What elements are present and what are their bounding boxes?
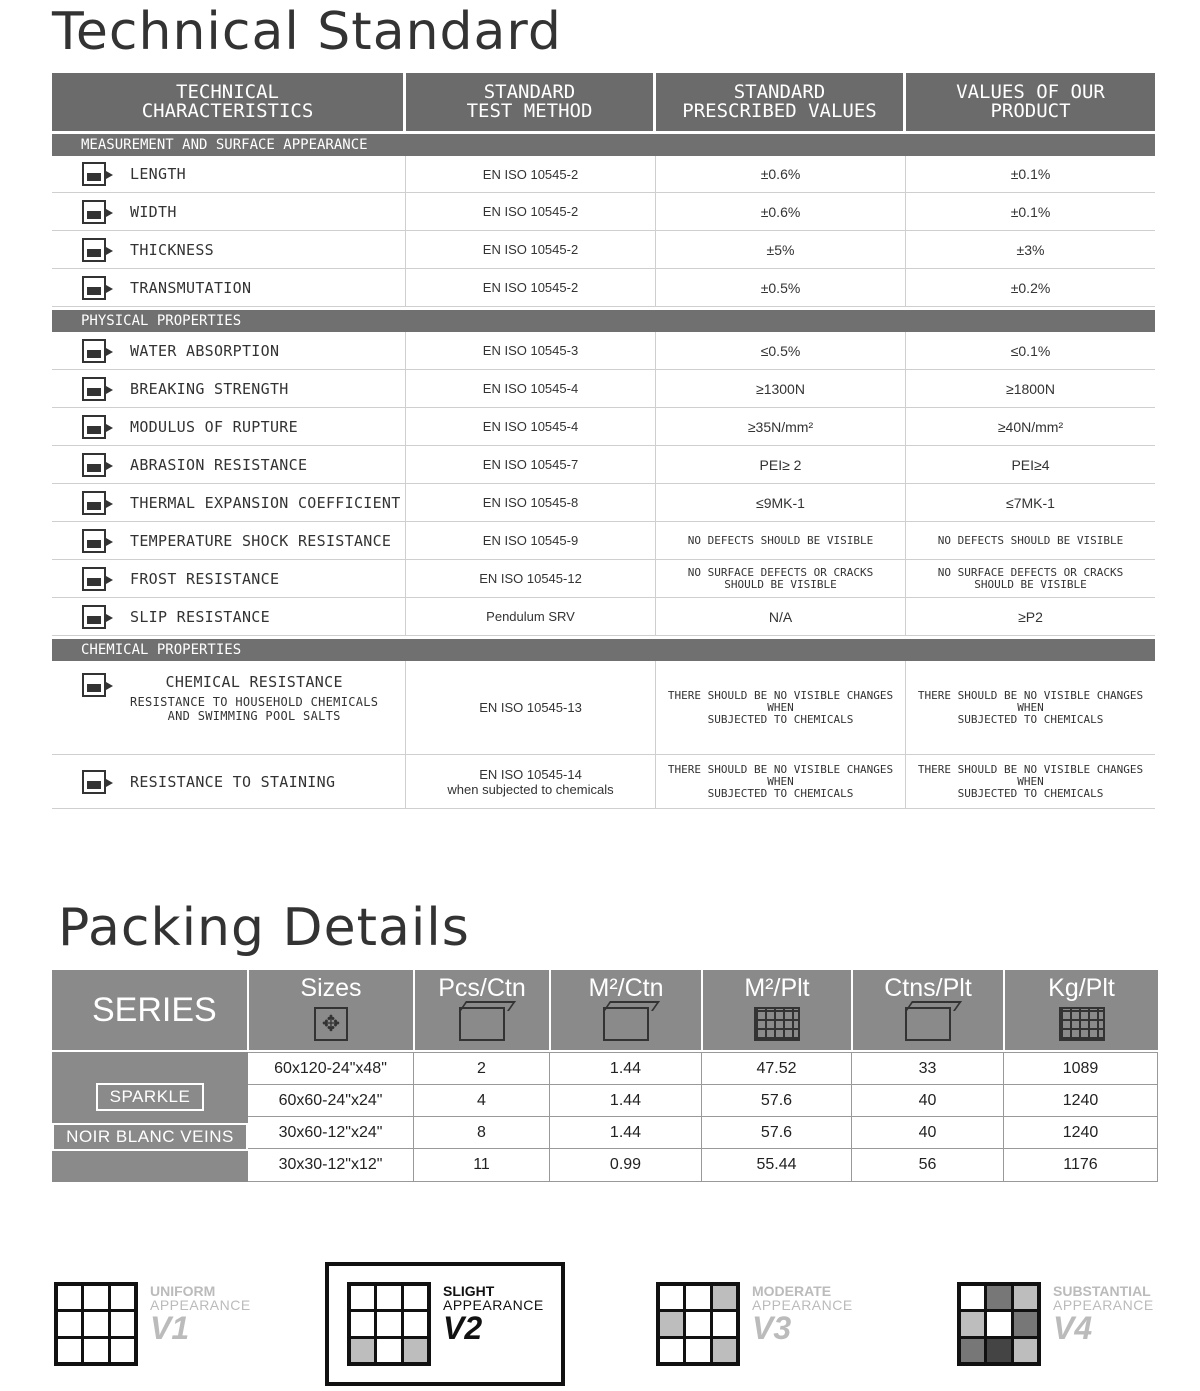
characteristic-icon	[82, 339, 106, 363]
technical-table-header	[52, 73, 1155, 131]
header-m2-plt-label: M²/Plt	[744, 974, 810, 1002]
product-value-cell	[906, 598, 1155, 635]
characteristic-icon	[82, 529, 106, 553]
characteristic-name: ABRASION RESISTANCE	[130, 455, 308, 474]
packing-rows	[248, 1052, 1158, 1182]
table-row	[248, 1149, 1157, 1181]
table-row	[52, 370, 1155, 408]
characteristic-icon	[82, 567, 106, 591]
appearance-code: V3	[752, 1310, 792, 1346]
test-method-cell	[406, 484, 656, 521]
table-row	[52, 156, 1155, 193]
header-product-values: VALUES OF OUR PRODUCT	[906, 73, 1155, 131]
characteristic-text	[130, 570, 279, 588]
prescribed-value: ≥35N/mm²	[747, 418, 814, 435]
prescribed-value-cell	[656, 332, 906, 369]
carton-box-icon	[459, 1007, 505, 1041]
prescribed-value-cell	[656, 755, 906, 808]
appearance-label	[1053, 1284, 1154, 1344]
packing-cell: 8	[414, 1117, 550, 1148]
packing-cell: 1240	[1062, 1091, 1099, 1109]
characteristic-text	[130, 380, 289, 398]
packing-cell: 40	[852, 1085, 1004, 1116]
packing-cell: 1240	[1062, 1123, 1099, 1141]
header-pcs-ctn-label: Pcs/Ctn	[438, 974, 526, 1002]
table-row	[52, 332, 1155, 370]
prescribed-value: NO SURFACE DEFECTS OR CRACKS SHOULD BE VISIBLE	[687, 565, 874, 591]
product-value: ≥1800N	[1006, 380, 1055, 397]
header-sizes-label: Sizes	[300, 974, 362, 1002]
product-value-cell	[906, 269, 1155, 306]
product-value: ±3%	[1016, 241, 1045, 258]
test-method: EN ISO 10545-9	[482, 533, 579, 548]
test-method-sub: when subjected to chemicals	[447, 781, 614, 797]
characteristic-text	[130, 773, 335, 791]
test-method-cell	[406, 661, 656, 754]
product-value: ≥P2	[1018, 608, 1043, 625]
characteristic-icon	[82, 162, 106, 186]
header-technical-characteristics: TECHNICAL CHARACTERISTICS	[52, 73, 406, 131]
test-method-cell	[406, 193, 656, 230]
characteristic-name: THICKNESS	[130, 240, 214, 259]
move-arrows-icon: ✥	[314, 1007, 348, 1041]
appearance-code: V2	[443, 1310, 483, 1346]
test-method: EN ISO 10545-7	[482, 457, 579, 472]
characteristic-cell	[52, 269, 406, 306]
prescribed-value: ≥1300N	[756, 380, 805, 397]
appearance-level: SUBSTANTIAL	[1053, 1283, 1151, 1299]
prescribed-value: NO DEFECTS SHOULD BE VISIBLE	[687, 533, 874, 547]
table-row	[52, 598, 1155, 636]
prescribed-value-cell	[656, 522, 906, 559]
prescribed-value-cell	[656, 598, 906, 635]
product-value-cell	[906, 193, 1155, 230]
table-row	[52, 522, 1155, 560]
characteristic-text	[130, 165, 186, 183]
characteristic-name: CHEMICAL RESISTANCE	[165, 673, 343, 691]
product-value-cell	[906, 484, 1155, 521]
section-header: MEASUREMENT AND SURFACE APPEARANCE	[52, 134, 1155, 156]
test-method-cell	[406, 446, 656, 483]
prescribed-value-cell	[656, 370, 906, 407]
product-value-cell	[906, 408, 1155, 445]
characteristic-icon	[82, 673, 106, 697]
characteristic-icon	[82, 491, 106, 515]
prescribed-value-cell	[656, 231, 906, 268]
section-header: CHEMICAL PROPERTIES	[52, 639, 1155, 661]
test-method-cell	[406, 522, 656, 559]
appearance-label	[150, 1284, 251, 1344]
product-value-cell	[906, 446, 1155, 483]
test-method: EN ISO 10545-14	[479, 766, 582, 782]
appearance-v1	[54, 1282, 251, 1366]
prescribed-value-cell	[656, 156, 906, 192]
variation-grid-icon	[656, 1282, 740, 1366]
prescribed-value: ≤0.5%	[760, 342, 801, 359]
characteristic-text	[130, 203, 177, 221]
test-method: EN ISO 10545-2	[482, 280, 579, 295]
packing-cell: 1.44	[550, 1053, 702, 1084]
characteristic-cell	[52, 484, 406, 521]
table-row	[52, 661, 1155, 755]
packing-cell: 1.44	[550, 1085, 702, 1116]
prescribed-value: THERE SHOULD BE NO VISIBLE CHANGES WHEN SUBJECTED TO CHEMICALS	[667, 688, 894, 726]
characteristic-name: MODULUS OF RUPTURE	[130, 417, 298, 436]
characteristic-cell	[52, 522, 406, 559]
test-method-cell	[406, 560, 656, 597]
prescribed-value-cell	[656, 193, 906, 230]
product-value: ±0.2%	[1010, 279, 1051, 296]
table-row	[52, 408, 1155, 446]
packing-cell: 33	[852, 1053, 1004, 1084]
characteristic-text	[130, 494, 401, 512]
header-series	[52, 970, 249, 1050]
header-kg-plt-label: Kg/Plt	[1048, 974, 1115, 1002]
characteristic-icon	[82, 200, 106, 224]
product-value-cell	[906, 156, 1155, 192]
characteristic-name: FROST RESISTANCE	[130, 569, 280, 588]
carton-box-icon	[905, 1007, 951, 1041]
characteristic-name: TEMPERATURE SHOCK RESISTANCE	[130, 531, 392, 550]
variation-grid-icon	[54, 1282, 138, 1366]
appearance-word: APPEARANCE	[443, 1297, 544, 1313]
characteristic-icon	[82, 770, 106, 794]
header-sizes	[249, 970, 415, 1050]
characteristic-icon	[82, 276, 106, 300]
prescribed-value-cell	[656, 560, 906, 597]
characteristic-text	[130, 418, 298, 436]
characteristic-icon	[82, 453, 106, 477]
prescribed-value-cell	[656, 408, 906, 445]
header-test-method: STANDARD TEST METHOD	[406, 73, 656, 131]
product-value: THERE SHOULD BE NO VISIBLE CHANGES WHEN SUBJECTED TO CHEMICALS	[917, 688, 1144, 726]
prescribed-value-cell	[656, 446, 906, 483]
test-method-cell	[406, 156, 656, 192]
product-value: ≤0.1%	[1010, 342, 1051, 359]
packing-cell: 2	[414, 1053, 550, 1084]
test-method-cell	[406, 598, 656, 635]
prescribed-value: PEI≥ 2	[759, 456, 802, 473]
technical-table	[52, 73, 1155, 809]
characteristic-text	[130, 279, 251, 297]
table-row	[52, 269, 1155, 307]
pallet-grid-icon	[754, 1007, 800, 1041]
characteristic-name: BREAKING STRENGTH	[130, 379, 289, 398]
packing-cell: 57.6	[702, 1117, 852, 1148]
test-method: EN ISO 10545-4	[482, 381, 579, 396]
header-kg-plt	[1005, 970, 1158, 1050]
product-value: ±0.1%	[1010, 203, 1051, 220]
characteristic-name: RESISTANCE TO STAINING	[130, 772, 336, 791]
characteristic-text	[130, 673, 378, 723]
product-value: NO SURFACE DEFECTS OR CRACKS SHOULD BE VISIBLE	[937, 565, 1124, 591]
prescribed-value: ±5%	[766, 241, 795, 258]
carton-box-icon	[603, 1007, 649, 1041]
packing-cell: 30x60-12"x24"	[248, 1117, 414, 1148]
test-method: EN ISO 10545-3	[482, 343, 579, 358]
characteristic-cell	[52, 231, 406, 268]
test-method-cell	[406, 231, 656, 268]
prescribed-value: ±0.6%	[760, 166, 801, 182]
characteristic-text	[130, 342, 279, 360]
characteristic-cell	[52, 661, 406, 754]
characteristic-name: TRANSMUTATION	[130, 278, 252, 297]
table-row	[248, 1117, 1157, 1149]
packing-cell: 55.44	[702, 1149, 852, 1181]
header-m2-plt	[703, 970, 853, 1050]
appearance-word: APPEARANCE	[1053, 1297, 1154, 1313]
characteristic-name: WATER ABSORPTION	[130, 341, 280, 360]
packing-cell: 57.6	[702, 1085, 852, 1116]
packing-cell: 56	[852, 1149, 1004, 1181]
product-value-cell	[906, 231, 1155, 268]
table-row	[52, 446, 1155, 484]
test-method: EN ISO 10545-2	[482, 204, 579, 219]
packing-details-title: Packing Details	[58, 898, 470, 958]
appearance-v2	[347, 1282, 544, 1366]
prescribed-value-cell	[656, 484, 906, 521]
characteristic-cell	[52, 332, 406, 369]
packing-cell: 60x60-24"x24"	[248, 1085, 414, 1116]
appearance-label	[752, 1284, 853, 1344]
table-row	[52, 231, 1155, 269]
product-value: ≤7MK-1	[1006, 494, 1055, 511]
appearance-v3	[656, 1282, 853, 1366]
test-method-cell	[406, 269, 656, 306]
product-value-cell	[906, 370, 1155, 407]
packing-cell: 0.99	[550, 1149, 702, 1181]
packing-cell: 4	[414, 1085, 550, 1116]
product-value-cell	[906, 661, 1155, 754]
header-m2-ctn-label: M²/Ctn	[588, 974, 664, 1002]
test-method: EN ISO 10545-13	[479, 700, 582, 715]
test-method: EN ISO 10545-2	[482, 242, 579, 257]
table-row	[52, 484, 1155, 522]
characteristic-icon	[82, 415, 106, 439]
packing-cell: 1089	[1062, 1059, 1099, 1077]
product-value: THERE SHOULD BE NO VISIBLE CHANGES WHEN SUBJECTED TO CHEMICALS	[917, 762, 1144, 800]
characteristic-name: LENGTH	[130, 165, 186, 183]
prescribed-value: ±0.6%	[760, 203, 801, 220]
characteristic-cell	[52, 598, 406, 635]
packing-cell: 11	[414, 1149, 550, 1181]
product-value-cell	[906, 755, 1155, 808]
characteristic-text	[130, 608, 270, 626]
product-value-cell	[906, 522, 1155, 559]
header-prescribed-values: STANDARD PRESCRIBED VALUES	[656, 73, 906, 131]
appearance-level: SLIGHT	[443, 1283, 495, 1299]
test-method-cell	[406, 755, 656, 808]
characteristic-sub: RESISTANCE TO HOUSEHOLD CHEMICALS AND SWIMMING POOL SALTS	[130, 695, 379, 723]
appearance-level: MODERATE	[752, 1283, 832, 1299]
header-ctns-plt-label: Ctns/Plt	[884, 974, 972, 1002]
characteristic-name: SLIP RESISTANCE	[130, 607, 270, 626]
test-method: EN ISO 10545-4	[482, 419, 579, 434]
table-row	[52, 755, 1155, 809]
characteristic-cell	[52, 755, 406, 808]
packing-table	[52, 970, 1158, 1182]
test-method: EN ISO 10545-8	[482, 495, 579, 510]
characteristic-cell	[52, 408, 406, 445]
product-value: NO DEFECTS SHOULD BE VISIBLE	[937, 533, 1124, 547]
packing-cell: 60x120-24"x48"	[248, 1053, 414, 1084]
packing-cell: 40	[852, 1117, 1004, 1148]
product-value-cell	[906, 332, 1155, 369]
characteristic-text	[130, 532, 391, 550]
header-ctns-plt	[853, 970, 1005, 1050]
test-method: EN ISO 10545-12	[479, 571, 582, 586]
packing-cell: 47.52	[702, 1053, 852, 1084]
appearance-code: V1	[150, 1310, 190, 1346]
prescribed-value: ±0.5%	[760, 279, 801, 296]
appearance-word: APPEARANCE	[752, 1297, 853, 1313]
appearance-label	[443, 1284, 544, 1344]
table-row	[52, 560, 1155, 598]
packing-table-body	[52, 1052, 1158, 1182]
header-series-label: SERIES	[92, 990, 217, 1029]
prescribed-value-cell	[656, 269, 906, 306]
table-row	[248, 1085, 1157, 1117]
product-value: ±0.1%	[1010, 166, 1051, 182]
appearance-v4	[957, 1282, 1154, 1366]
product-value: PEI≥4	[1011, 456, 1050, 473]
technical-standard-title: Technical Standard	[52, 2, 562, 62]
characteristic-name: WIDTH	[130, 202, 177, 221]
test-method-cell	[406, 408, 656, 445]
characteristic-cell	[52, 156, 406, 192]
prescribed-value: ≤9MK-1	[756, 494, 805, 511]
appearance-level: UNIFORM	[150, 1283, 216, 1299]
product-value: ≥40N/mm²	[997, 418, 1064, 435]
header-pcs-ctn	[415, 970, 551, 1050]
packing-cell: 30x30-12"x12"	[248, 1149, 414, 1181]
packing-cell: 1.44	[550, 1117, 702, 1148]
series-tag-sparkle: SPARKLE	[96, 1083, 205, 1111]
pallet-grid-icon	[1059, 1007, 1105, 1041]
test-method: Pendulum SRV	[486, 609, 575, 624]
test-method: EN ISO 10545-2	[482, 166, 579, 182]
characteristic-text	[130, 241, 214, 259]
packing-table-header	[52, 970, 1158, 1050]
variation-grid-icon	[347, 1282, 431, 1366]
product-value-cell	[906, 560, 1155, 597]
variation-grid-icon	[957, 1282, 1041, 1366]
packing-cell: 1176	[1063, 1156, 1098, 1173]
series-cell	[52, 1052, 248, 1182]
characteristic-cell	[52, 193, 406, 230]
appearance-code: V4	[1053, 1310, 1093, 1346]
test-method-cell	[406, 332, 656, 369]
prescribed-value-cell	[656, 661, 906, 754]
test-method-cell	[406, 370, 656, 407]
characteristic-name: THERMAL EXPANSION COEFFICIENT	[130, 493, 401, 512]
characteristic-cell	[52, 446, 406, 483]
technical-table-body	[52, 134, 1155, 809]
table-row	[52, 193, 1155, 231]
characteristic-icon	[82, 377, 106, 401]
characteristic-icon	[82, 605, 106, 629]
characteristic-icon	[82, 238, 106, 262]
characteristic-text	[130, 456, 307, 474]
table-row	[248, 1053, 1157, 1085]
appearance-word: APPEARANCE	[150, 1297, 251, 1313]
characteristic-cell	[52, 370, 406, 407]
characteristic-cell	[52, 560, 406, 597]
series-tag-noir-blanc-veins: NOIR BLANC VEINS	[52, 1123, 248, 1151]
section-header: PHYSICAL PROPERTIES	[52, 310, 1155, 332]
header-m2-ctn	[551, 970, 703, 1050]
prescribed-value: N/A	[768, 608, 793, 625]
prescribed-value: THERE SHOULD BE NO VISIBLE CHANGES WHEN SUBJECTED TO CHEMICALS	[667, 762, 894, 800]
